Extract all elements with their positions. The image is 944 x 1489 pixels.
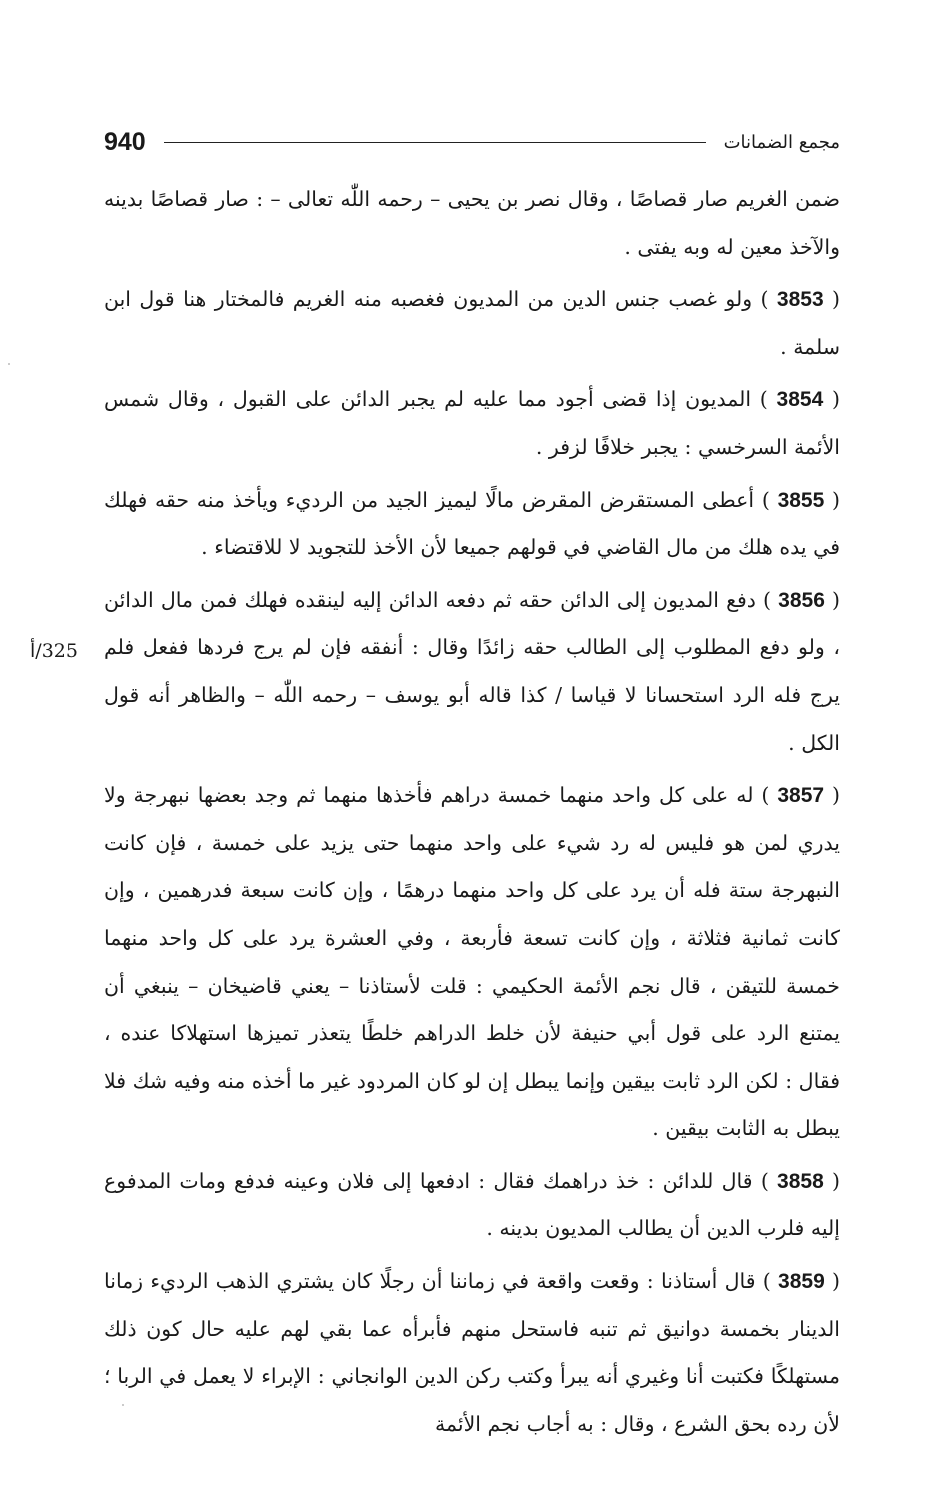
entry-number: 3859 — [778, 1270, 825, 1294]
margin-folio-note: 325/أ — [30, 640, 78, 662]
page-header — [104, 122, 840, 162]
page-body — [104, 176, 840, 1453]
header-rule — [164, 142, 706, 143]
entry-3853: ( 3853 ) ولو غصب جنس الدين من المديون فغصبه منه الغريم فالمختار هنا قول ابن سلمة . — [104, 287, 841, 359]
entry-number: 3856 — [778, 588, 825, 612]
scan-speck — [8, 363, 10, 365]
paragraph — [104, 176, 840, 271]
entry-number: 3858 — [777, 1169, 824, 1193]
page-number: 940 — [104, 127, 146, 156]
entry-number: 3854 — [776, 388, 824, 412]
entry-3859: ( 3859 ) قال أستاذنا : وقعت واقعة في زماننا أن رجلًا كان يشتري الذهب الرديء زمانا الدينار بخمسة دوانيق ثم تنبه فاستحل منهم فأبرأه عما بقي لهم عليه حال كون ذلك مستهلكًا فكتبت أنا وغيري أنه يبرأ وكتب ركن الدين الوانجاني : الإبراء لا يعمل في الربا ؛ لأن رده بحق الشرع ، وقال : به أجاب نجم الأئمة — [104, 1269, 841, 1436]
entry-3858: ( 3858 ) قال للدائن : خذ دراهمك فقال : ادفعها إلى فلان وعينه فدفع ومات المدفوع إليه فلرب الدين أن يطالب المديون بدينه . — [104, 1168, 840, 1241]
entry-text: المديون إذا قضى أجود مما عليه لم يجبر الدائن على القبول ، وقال شمس الأئمة السرخسي : يجبر خلافًا لزفر . — [104, 387, 840, 459]
entry-text: قال للدائن : خذ دراهمك فقال : ادفعها إلى فلان وعينه فدفع ومات المدفوع إليه فلرب الدين أن يطالب المديون بدينه . — [104, 1168, 840, 1241]
scan-speck — [122, 1404, 124, 1406]
entry-number: 3855 — [777, 488, 825, 512]
entry-text: أعطى المستقرض المقرض مالًا ليميز الجيد من الرديء ويأخذ منه حقه فهلك في يده هلك من مال القاضي في قولهم جميعا لأن الأخذ للتجويد لا للاقتضاء . — [104, 487, 840, 560]
paragraph-text: ضمن الغريم صار قصاصًا ، وقال نصر بن يحيى – رحمه اللّٰه تعالى – : صار قصاصًا بدينه والآخذ معين له وبه يفتى . — [104, 187, 840, 259]
entry-3856: ( 3856 ) دفع المديون إلى الدائن حقه ثم دفعه الدائن إليه لينقده فهلك فمن مال الدائن ، ولو دفع المطلوب إلى الطالب حقه زائدًا وقال : أنفقه فإن لم يرج فردها ففعل فلم يرج فله الرد استحسانا لا قياسا / كذا قاله أبو يوسف – رحمه اللّٰه – والظاهر أنه قول الكل . — [104, 587, 840, 755]
entry-number: 3853 — [776, 288, 824, 312]
entry-3857: ( 3857 ) له على كل واحد منهما خمسة دراهم فأخذها منهما ثم وجد بعضها نبهرجة ولا يدري لمن هو فليس له رد شيء على واحد منهما حتى يزيد على خمسة ، فإن كانت النبهرجة ستة فله أن يرد على كل واحد منهما درهمًا ، وإن كانت سبعة فدرهمين ، وإن كانت ثمانية فثلاثة ، وإن كانت تسعة فأربعة ، وفي العشرة يرد على كل واحد منهما خمسة للتيقن ، قال نجم الأئمة الحكيمي : قلت لأستاذنا – يعني قاضيخان – ينبغي أن يمتنع الرد على قول أبي حنيفة لأن خلط الدراهم خلطًا يتعذر تميزها استهلاكا عنده ، فقال : لكن الرد ثابت بيقين وإنما يبطل إن لو كان المردود غير ما أخذه منه وفيه شك فلا يبطل به الثابت بيقين . — [104, 783, 841, 1141]
entry-text: ولو غصب جنس الدين من المديون فغصبه منه الغريم فالمختار هنا قول ابن سلمة . — [104, 287, 840, 359]
entry-text: له على كل واحد منهما خمسة دراهم فأخذها منهما ثم وجد بعضها نبهرجة ولا يدري لمن هو فليس له رد شيء على واحد منهما حتى يزيد على خمسة ، فإن كانت النبهرجة ستة فله أن يرد على كل واحد منهما درهمًا ، وإن كانت سبعة فدرهمين ، وإن كانت ثمانية فثلاثة ، وإن كانت تسعة فأربعة ، وفي العشرة يرد على كل واحد منهما خمسة للتيقن ، قال نجم الأئمة الحكيمي : قلت لأستاذنا – يعني قاضيخان – ينبغي أن يمتنع الرد على قول أبي حنيفة لأن خلط الدراهم خلطًا يتعذر تميزها استهلاكا عنده ، فقال : لكن الرد ثابت بيقين وإنما يبطل إن لو كان المردود غير ما أخذه منه وفيه شك فلا يبطل به الثابت بيقين . — [104, 783, 840, 1141]
entry-text: قال أستاذنا : وقعت واقعة في زماننا أن رجلًا كان يشتري الذهب الرديء زمانا الدينار بخمسة دوانيق ثم تنبه فاستحل منهم فأبرأه عما بقي لهم عليه حال كون ذلك مستهلكًا فكتبت أنا وغيري أنه يبرأ وكتب ركن الدين الوانجاني : الإبراء لا يعمل في الربا ؛ لأن رده بحق الشرع ، وقال : به أجاب نجم الأئمة — [104, 1269, 840, 1436]
entry-number: 3857 — [777, 784, 825, 808]
entry-3854: ( 3854 ) المديون إذا قضى أجود مما عليه لم يجبر الدائن على القبول ، وقال شمس الأئمة السرخسي : يجبر خلافًا لزفر . — [104, 387, 841, 459]
running-title: مجمع الضمانات — [723, 131, 840, 153]
entry-3855: ( 3855 ) أعطى المستقرض المقرض مالًا ليميز الجيد من الرديء ويأخذ منه حقه فهلك في يده هلك من مال القاضي في قولهم جميعا لأن الأخذ للتجويد لا للاقتضاء . — [104, 487, 841, 560]
entry-text: دفع المديون إلى الدائن حقه ثم دفعه الدائن إليه لينقده فهلك فمن مال الدائن ، ولو دفع المطلوب إلى الطالب حقه زائدًا وقال : أنفقه فإن لم يرج فردها ففعل فلم يرج فله الرد استحسانا لا قياسا / كذا قاله أبو يوسف – رحمه اللّٰه – والظاهر أنه قول الكل . — [104, 587, 840, 755]
